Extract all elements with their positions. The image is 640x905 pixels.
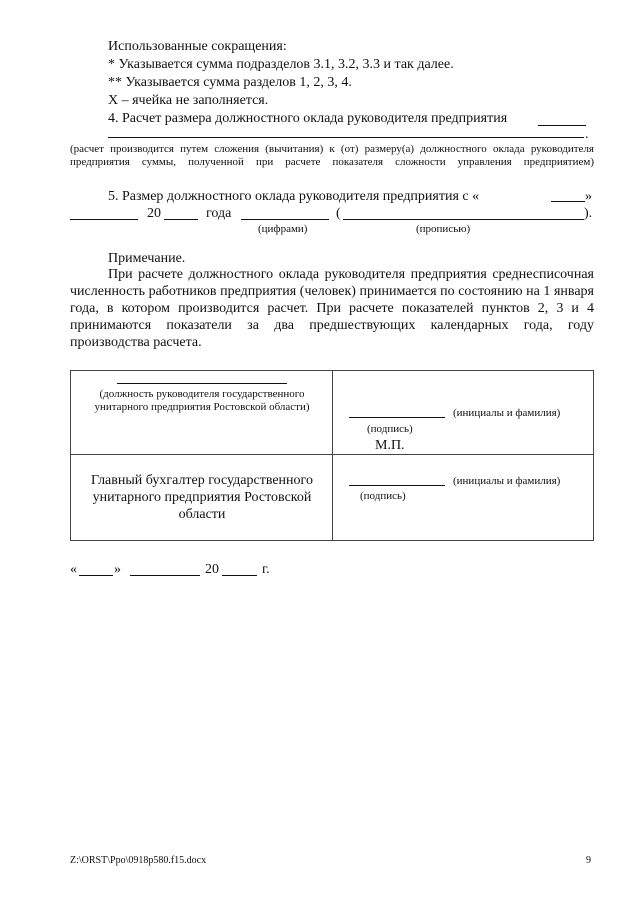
- item-5-line-1: 5. Размер должностного оклада руководителя предприятия с «: [108, 189, 480, 204]
- director-signature-blank: [349, 417, 445, 418]
- footer-page-number: 9: [586, 855, 591, 866]
- stamp-label: М.П.: [375, 438, 405, 453]
- item-4-period: .: [585, 127, 589, 142]
- position-caption: (должность руководителя государственного унитарного предприятия Ростовской области): [94, 388, 310, 413]
- item-5-year-word: года: [206, 206, 232, 221]
- date-open-quote: «: [70, 562, 77, 577]
- item-5-year-blank: [164, 219, 198, 220]
- item-4-blank-short: [538, 125, 586, 126]
- abbrev-line-2: ** Указывается сумма разделов 1, 2, 3, 4.: [108, 75, 352, 90]
- position-blank: [117, 383, 287, 384]
- footer-file-path: Z:\ORST\Ppo\0918p580.f15.docx: [70, 855, 207, 866]
- abbrev-title: Использованные сокращения:: [108, 39, 287, 54]
- item-5-year-prefix: 20: [147, 206, 161, 221]
- accountant-caption: Главный бухгалтер государственного унитарного предприятия Ростовской области: [91, 473, 313, 522]
- note-title: Примечание.: [108, 251, 186, 266]
- item-5-day-blank: [551, 201, 585, 202]
- item-4-text: 4. Расчет размера должностного оклада руководителя предприятия: [108, 111, 508, 126]
- note-body: При расчете должностного оклада руководителя предприятия среднесписочная численность работников предприятия (человек) принимается по состоянию на 1 января года, в котором производится расчет. При расчете показателей пунктов 2, 3 и 4 принимаются показатели за два предшествующих календарных года, году производства расчета.: [70, 267, 594, 350]
- director-name-label: (инициалы и фамилия): [453, 407, 561, 419]
- abbrev-line-3: X – ячейка не заполняется.: [108, 93, 269, 108]
- accountant-name-label: (инициалы и фамилия): [453, 475, 561, 487]
- item-5-close-paren: ).: [584, 206, 593, 221]
- item-5-close-quote: »: [585, 189, 592, 204]
- item-5-digits-label: (цифрами): [258, 223, 308, 235]
- accountant-signature-blank: [349, 485, 445, 486]
- date-year-blank: [222, 575, 257, 576]
- item-5-digits-blank: [241, 219, 329, 220]
- date-year-prefix: 20: [205, 562, 219, 577]
- date-month-blank: [130, 575, 200, 576]
- item-4-blank-long: [108, 137, 584, 138]
- signature-table-row-divider: [70, 454, 594, 455]
- signature-table-divider: [332, 370, 333, 541]
- item-5-open-paren: (: [336, 206, 341, 221]
- director-sign-label: (подпись): [367, 423, 413, 435]
- item-4-note: (расчет производится путем сложения (вычитания) к (от) размеру(а) должностного оклада руководителя предприятия суммы, полученной при расчете показателя сложности управления предприятием): [70, 143, 594, 168]
- date-day-blank: [79, 575, 113, 576]
- abbrev-line-1: * Указывается сумма подразделов 3.1, 3.2, 3.3 и так далее.: [108, 57, 454, 72]
- item-5-words-label: (прописью): [416, 223, 471, 235]
- date-close-quote: »: [114, 562, 121, 577]
- accountant-sign-label: (подпись): [360, 490, 406, 502]
- date-suffix: г.: [262, 562, 270, 577]
- item-5-month-blank: [70, 219, 138, 220]
- item-5-words-blank: [343, 219, 584, 220]
